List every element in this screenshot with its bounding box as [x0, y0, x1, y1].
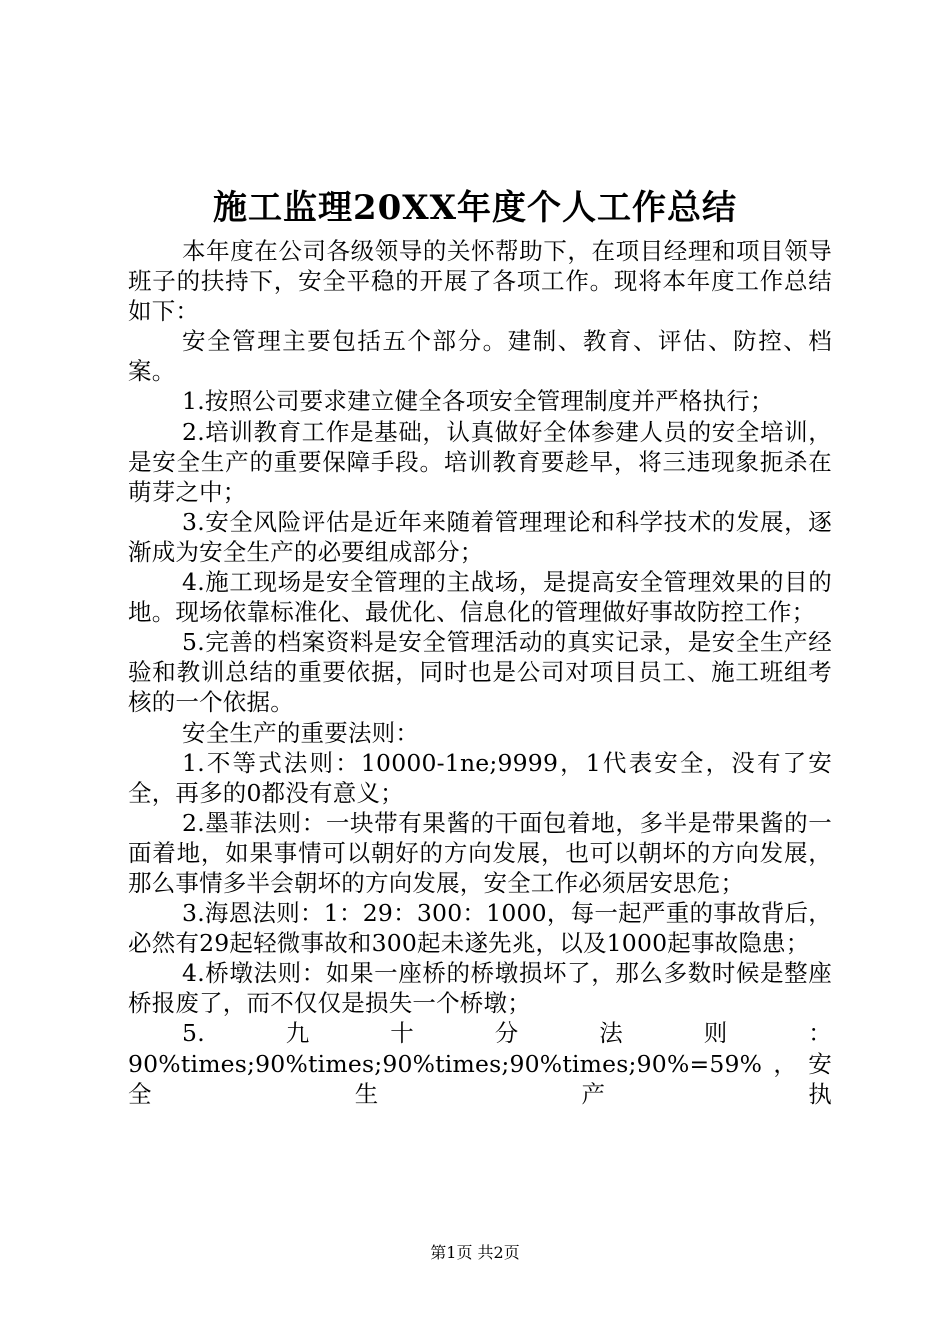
paragraph-rule-5: 5.九十分法则：90%times;90%times;90%times;90%times;90%=59%，安全生产执 [128, 1019, 832, 1108]
document-body [128, 236, 832, 1109]
paragraph-item-1: 1.按照公司要求建立健全各项安全管理制度并严格执行； [182, 387, 774, 416]
paragraph-rule-2: 2.墨菲法则：一块带有果酱的干面包着地，多半是带果酱的一面着地，如果事情可以朝好的方向发展，也可以朝坏的方向发展，那么事情多半会朝坏的方向发展，安全工作必须居安思危； [128, 808, 832, 897]
paragraph-item-2: 2.培训教育工作是基础，认真做好全体参建人员的安全培训，是安全生产的重要保障手段。培训教育要趁早，将三违现象扼杀在萌芽之中； [128, 417, 832, 506]
paragraph-intro: 本年度在公司各级领导的关怀帮助下，在项目经理和项目领导班子的扶持下，安全平稳的开展了各项工作。现将本年度工作总结如下： [128, 237, 832, 326]
paragraph-rule-1: 1.不等式法则：10000-1ne;9999，1代表安全，没有了安全，再多的0都没有意义； [128, 748, 832, 807]
paragraph-rule-4: 4.桥墩法则：如果一座桥的桥墩损坏了，那么多数时候是整座桥报废了，而不仅仅是损失一个桥墩； [128, 959, 832, 1018]
paragraph-item-5: 5.完善的档案资料是安全管理活动的真实记录，是安全生产经验和教训总结的重要依据，同时也是公司对项目员工、施工班组考核的一个依据。 [128, 628, 832, 717]
paragraph-item-4: 4.施工现场是安全管理的主战场，是提高安全管理效果的目的地。现场依靠标准化、最优化、信息化的管理做好事故防控工作； [128, 568, 832, 627]
paragraph-rule-3: 3.海恩法则：1：29：300：1000，每一起严重的事故背后，必然有29起轻微事故和300起未遂先兆，以及1000起事故隐患； [128, 899, 832, 958]
paragraph-rules-heading: 安全生产的重要法则： [182, 718, 420, 747]
paragraph-overview: 安全管理主要包括五个部分。建制、教育、评估、防控、档案。 [128, 327, 832, 386]
document-title: 施工监理20XX年度个人工作总结 [212, 188, 738, 228]
page-footer: 第1页 共2页 [430, 1243, 520, 1262]
paragraph-item-3: 3.安全风险评估是近年来随着管理理论和科学技术的发展，逐渐成为安全生产的必要组成部分； [128, 507, 832, 566]
